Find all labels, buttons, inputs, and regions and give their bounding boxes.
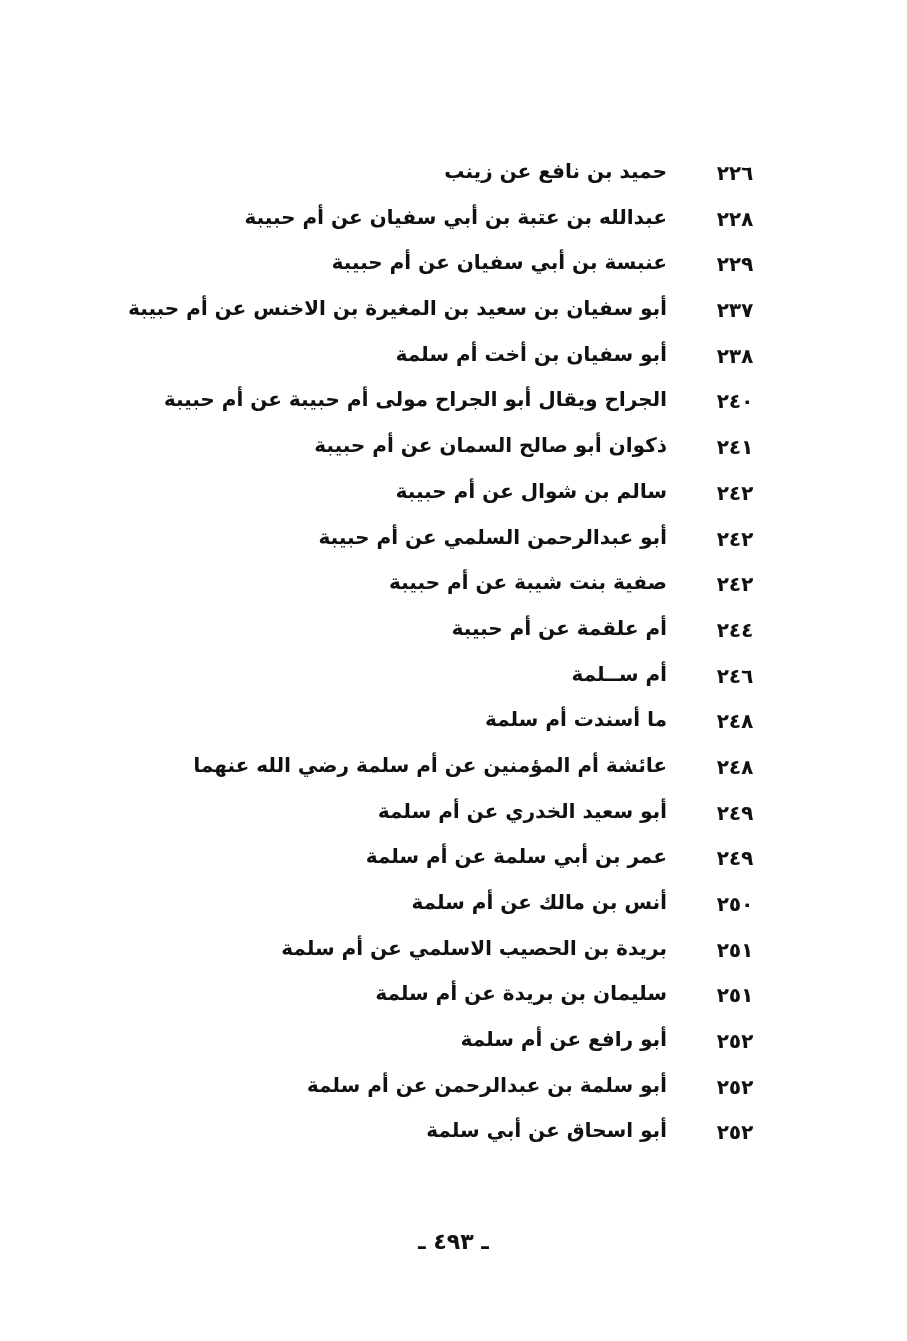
toc-entry-title: حميد بن نافع عن زينب bbox=[444, 159, 667, 183]
toc-entry bbox=[0, 292, 907, 338]
toc-entry-title: سالم بن شوال عن أم حبيبة bbox=[395, 478, 667, 503]
toc-entry-title: بريدة بن الحصيب الاسلمي عن أم سلمة bbox=[281, 935, 667, 960]
toc-entry-page-number: ٢٥٢ bbox=[716, 1120, 754, 1145]
toc-entry-page-number: ٢٤٤ bbox=[716, 617, 754, 642]
toc-entry bbox=[0, 703, 907, 749]
table-of-contents bbox=[0, 155, 907, 1160]
toc-entry bbox=[0, 155, 907, 201]
toc-entry bbox=[0, 1114, 907, 1160]
toc-entry-page-number: ٢٢٦ bbox=[716, 161, 754, 185]
toc-entry-page-number: ٢٤٨ bbox=[716, 709, 754, 734]
toc-entry bbox=[0, 383, 907, 429]
toc-entry-page-number: ٢٤٦ bbox=[716, 663, 754, 688]
toc-entry-title: أنس بن مالك عن أم سلمة bbox=[411, 890, 667, 914]
toc-entry-title: عمر بن أبي سلمة عن أم سلمة bbox=[365, 844, 667, 869]
toc-entry bbox=[0, 566, 907, 612]
toc-entry-page-number: ٢٥١ bbox=[716, 983, 754, 1008]
toc-entry-page-number: ٢٤٢ bbox=[716, 526, 754, 551]
toc-entry-page-number: ٢٤٠ bbox=[716, 389, 754, 414]
toc-entry-page-number: ٢٣٧ bbox=[716, 298, 754, 323]
toc-entry-page-number: ٢٥٢ bbox=[716, 1074, 754, 1099]
toc-entry-page-number: ٢٥١ bbox=[716, 937, 754, 962]
toc-entry-title: سليمان بن بريدة عن أم سلمة bbox=[375, 981, 667, 1006]
toc-entry-title: عنبسة بن أبي سفيان عن أم حبيبة bbox=[331, 250, 667, 275]
toc-entry-title: أبو عبدالرحمن السلمي عن أم حبيبة bbox=[318, 524, 667, 549]
toc-entry-title: أبو سفيان بن سعيد بن المغيرة بن الاخنس عن أم حبيبة bbox=[128, 296, 667, 321]
toc-entry-title: ما أسندت أم سلمة bbox=[484, 707, 667, 732]
toc-entry bbox=[0, 475, 907, 521]
page-number-footer: ـ ٤٩٣ ـ bbox=[418, 1230, 489, 1255]
toc-entry bbox=[0, 1069, 907, 1115]
toc-entry-page-number: ٢٥٠ bbox=[716, 892, 754, 916]
toc-entry-page-number: ٢٤٢ bbox=[716, 572, 754, 597]
toc-entry-title: أم ســلمة bbox=[571, 661, 667, 686]
toc-entry bbox=[0, 977, 907, 1023]
toc-entry-page-number: ٢٢٩ bbox=[716, 252, 754, 277]
toc-entry-title: أبو رافع عن أم سلمة bbox=[460, 1027, 667, 1052]
toc-entry-title: ذكوان أبو صالح السمان عن أم حبيبة bbox=[314, 433, 667, 458]
toc-entry-page-number: ٢٤٩ bbox=[716, 846, 754, 871]
toc-entry bbox=[0, 246, 907, 292]
toc-entry-page-number: ٢٢٨ bbox=[716, 206, 754, 231]
toc-entry-page-number: ٢٥٢ bbox=[716, 1029, 754, 1054]
toc-entry-title: أبو سلمة بن عبدالرحمن عن أم سلمة bbox=[306, 1072, 667, 1097]
toc-entry bbox=[0, 521, 907, 567]
toc-entry-page-number: ٢٤١ bbox=[716, 435, 754, 460]
toc-entry bbox=[0, 338, 907, 384]
toc-entry bbox=[0, 429, 907, 475]
toc-entry-page-number: ٢٤٢ bbox=[716, 480, 754, 505]
toc-entry-title: الجراح ويقال أبو الجراح مولى أم حبيبة عن أم حبيبة bbox=[163, 387, 667, 412]
toc-entry bbox=[0, 840, 907, 886]
toc-entry-page-number: ٢٤٩ bbox=[716, 800, 754, 825]
toc-entry bbox=[0, 886, 907, 932]
toc-entry-title: عائشة أم المؤمنين عن أم سلمة رضي الله عنهما bbox=[193, 752, 667, 777]
toc-entry-title: أبو سفيان بن أخت أم سلمة bbox=[395, 341, 667, 366]
toc-entry bbox=[0, 612, 907, 658]
toc-entry bbox=[0, 749, 907, 795]
toc-entry bbox=[0, 658, 907, 704]
toc-entry-title: أم علقمة عن أم حبيبة bbox=[451, 615, 667, 640]
toc-entry-title: أبو سعيد الخدري عن أم سلمة bbox=[377, 798, 667, 823]
toc-entry-title: صفية بنت شيبة عن أم حبيبة bbox=[388, 570, 667, 595]
toc-entry-title: أبو اسحاق عن أبي سلمة bbox=[426, 1118, 667, 1143]
toc-entry-title: عبدالله بن عتبة بن أبي سفيان عن أم حبيبة bbox=[244, 204, 667, 229]
toc-entry-page-number: ٢٣٨ bbox=[716, 343, 754, 368]
toc-entry bbox=[0, 1023, 907, 1069]
toc-entry bbox=[0, 932, 907, 978]
toc-entry bbox=[0, 201, 907, 247]
toc-entry bbox=[0, 795, 907, 841]
toc-entry-page-number: ٢٤٨ bbox=[716, 754, 754, 779]
